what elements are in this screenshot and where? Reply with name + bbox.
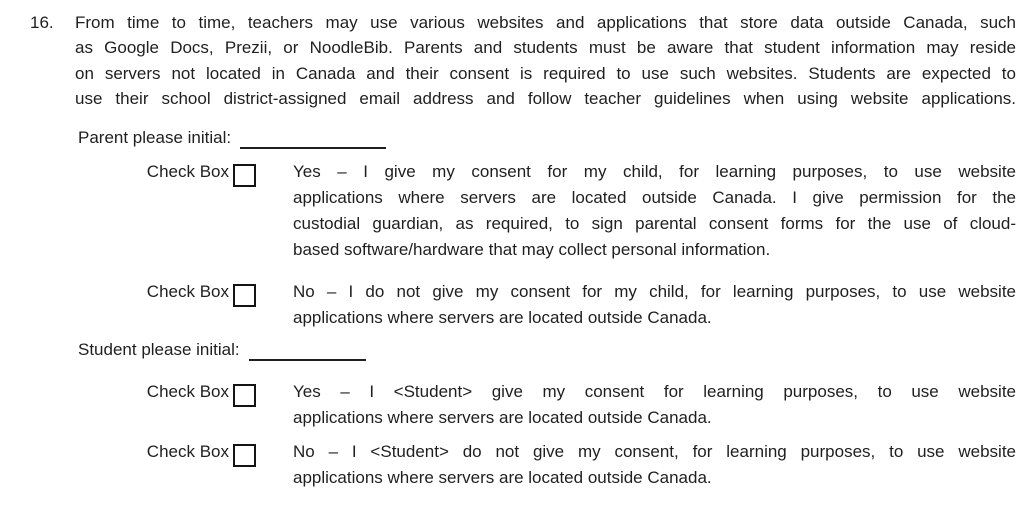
student-no-text	[293, 439, 1016, 491]
text-line: use their school district-assigned email address and follow teacher guidelines when using website applications.	[75, 89, 1016, 109]
text-line: No – I <Student> do not give my consent, for learning purposes, to use website	[293, 442, 1016, 461]
text-line: applications where servers are located outside Canada.	[293, 308, 712, 327]
intro-paragraph-block	[30, 10, 1016, 112]
student-yes-text	[293, 379, 1016, 431]
text-line: No – I do not give my consent for my child, for learning purposes, to use website	[293, 282, 1016, 301]
parent-initial-line	[78, 127, 386, 149]
parent-initial-label: Parent please initial:	[78, 128, 232, 147]
text-line: Yes – I give my consent for my child, for learning purposes, to use website	[293, 162, 1016, 181]
text-line: Yes – I <Student> give my consent for learning purposes, to use website	[293, 382, 1016, 401]
text-line: applications where servers are located outside Canada. I give permission for the	[293, 188, 1016, 207]
intro-paragraph	[75, 10, 1016, 112]
student-no-checkbox[interactable]	[233, 444, 256, 467]
student-no-checkbox-label: Check Box	[146, 442, 229, 461]
text-line: applications where servers are located outside Canada.	[293, 468, 712, 487]
parent-yes-checkbox[interactable]	[233, 164, 256, 187]
parent-no-checkbox[interactable]	[233, 284, 256, 307]
student-initial-line	[78, 339, 366, 361]
text-line: based software/hardware that may collect personal information.	[293, 240, 771, 259]
student-initial-label: Student please initial:	[78, 340, 240, 359]
text-line: as Google Docs, Prezii, or NoodleBib. Parents and students must be aware that student information may reside	[75, 38, 1016, 58]
text-line: From time to time, teachers may use various websites and applications that store data outside Canada, such	[75, 13, 1016, 32]
parent-no-checkbox-label: Check Box	[146, 282, 229, 301]
student-yes-checkbox-label: Check Box	[146, 382, 229, 401]
text-line: on servers not located in Canada and their consent is required to use such websites. Students are expected to	[75, 63, 1016, 83]
text-line: custodial guardian, as required, to sign parental consent forms for the use of cloud-	[293, 214, 1016, 233]
text-line: applications where servers are located outside Canada.	[293, 408, 712, 427]
student-yes-checkbox[interactable]	[233, 384, 256, 407]
parent-initial-field[interactable]	[240, 131, 386, 149]
item-number: 16.	[30, 13, 54, 32]
parent-yes-text	[293, 159, 1016, 263]
student-initial-field[interactable]	[249, 343, 366, 361]
parent-no-text	[293, 279, 1016, 331]
parent-yes-checkbox-label: Check Box	[146, 162, 229, 181]
